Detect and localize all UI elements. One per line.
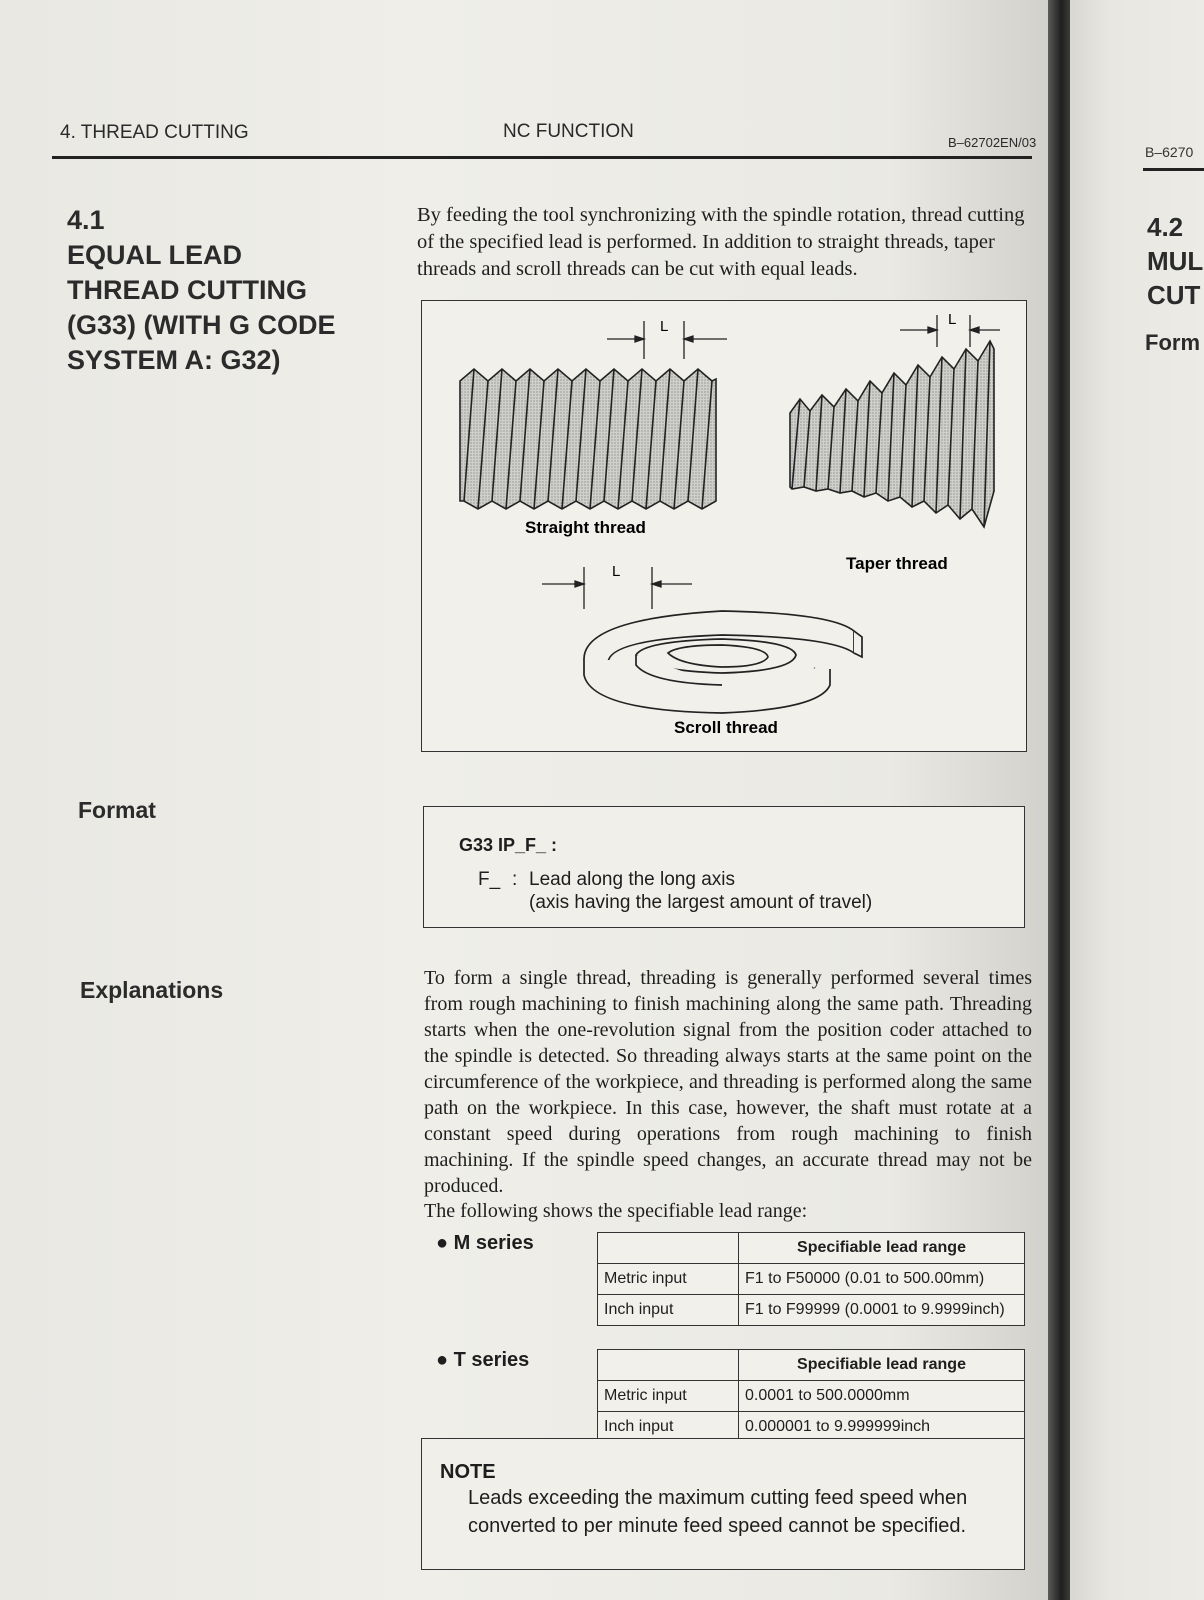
section-title-line-3: (G33) (WITH G CODE: [67, 310, 336, 340]
book-gutter: [1048, 0, 1070, 1600]
format-command: G33 IP_F_ :: [459, 835, 558, 855]
next-header-rule: [1143, 168, 1204, 171]
header-rule: [52, 156, 1032, 159]
section-number: 4.1: [67, 205, 105, 235]
taper-thread-label: Taper thread: [846, 554, 948, 573]
t-metric-range: 0.0001 to 500.0000mm: [739, 1381, 1025, 1412]
scroll-thread-label: Scroll thread: [674, 718, 778, 737]
straight-thread-label: Straight thread: [525, 518, 646, 537]
table-row: [598, 1264, 1025, 1295]
next-section-number: 4.2: [1147, 212, 1184, 242]
t-series-text: T series: [453, 1349, 530, 1371]
format-desc-line-1: Lead along the long axis: [529, 869, 735, 890]
t-series-label: ● T series: [436, 1349, 530, 1371]
t-series-header: Specifiable lead range: [739, 1350, 1025, 1381]
table-row: [598, 1350, 1025, 1381]
lead-range-intro: The following shows the specifiable lead range:: [424, 1200, 808, 1222]
header-doc-id: B–62702EN/03: [948, 135, 1037, 150]
straight-lead-symbol: L: [660, 318, 669, 335]
m-metric-range: F1 to F50000 (0.01 to 500.00mm): [739, 1264, 1025, 1295]
m-series-table: [597, 1232, 1025, 1326]
header-section: NC FUNCTION: [503, 121, 634, 142]
intro-paragraph: By feeding the tool synchronizing with the spindle rotation, thread cutting of the specified lead is performed. In addition to straight threads, taper threads and scroll threads can be cut with equal leads.: [417, 204, 1025, 280]
scroll-lead-symbol: L: [612, 563, 621, 580]
m-series-header: Specifiable lead range: [739, 1233, 1025, 1264]
thread-illustrations: [422, 301, 1026, 751]
thread-types-figure: [421, 300, 1027, 752]
note-box: [421, 1438, 1025, 1570]
next-doc-id: B–6270: [1145, 144, 1194, 160]
next-title-line-1: MUL: [1147, 246, 1204, 276]
straight-thread-drawing: [460, 318, 727, 509]
table-row: [598, 1295, 1025, 1326]
section-title-line-4: SYSTEM A: G32): [67, 345, 281, 375]
m-series-text: M series: [453, 1232, 534, 1254]
table-corner-cell: [598, 1233, 739, 1264]
manual-page-right: [1070, 0, 1204, 1600]
format-label: Format: [78, 797, 156, 823]
format-box: [423, 806, 1025, 928]
note-line-1: Leads exceeding the maximum cutting feed speed when: [468, 1487, 968, 1509]
next-title-line-2: CUT: [1147, 280, 1201, 310]
m-inch-input: Inch input: [598, 1295, 739, 1326]
m-metric-input: Metric input: [598, 1264, 739, 1295]
format-separator: :: [512, 869, 518, 890]
table-row: [598, 1381, 1025, 1412]
next-format-label: Form: [1145, 330, 1200, 355]
t-inch-range: 0.000001 to 9.999999inch: [739, 1412, 1025, 1443]
table-corner-cell: [598, 1350, 739, 1381]
section-title-line-1: EQUAL LEAD: [67, 240, 243, 270]
note-line-2: converted to per minute feed speed cannot be specified.: [468, 1515, 967, 1537]
m-series-label: ● M series: [436, 1232, 534, 1254]
explanations-label: Explanations: [80, 977, 224, 1003]
t-series-table: [597, 1349, 1025, 1443]
explanations-paragraph: To form a single thread, threading is generally performed several times from rough machining to finish machining along the same path. Threading starts when the one-revolution signal from the position coder attached to the spindle is detected. So threading always starts at the same point on the circumference of the workpiece, and threading is performed along the same path on the workpiece. In this case, however, the shaft must rotate at a constant speed during operations from rough machining to finish machining. If the spindle speed changes, an accurate thread may not be produced.: [424, 967, 1032, 1197]
taper-lead-symbol: L: [948, 311, 957, 328]
table-row: [598, 1233, 1025, 1264]
header-chapter: 4. THREAD CUTTING: [60, 122, 249, 143]
note-title: NOTE: [440, 1461, 496, 1483]
scroll-thread-drawing: [542, 563, 862, 713]
next-section-heading: [1147, 210, 1203, 312]
m-inch-range: F1 to F99999 (0.0001 to 9.9999inch): [739, 1295, 1025, 1326]
section-title-line-2: THREAD CUTTING: [67, 275, 307, 305]
taper-thread-drawing: [790, 311, 1000, 527]
t-metric-input: Metric input: [598, 1381, 739, 1412]
t-inch-input: Inch input: [598, 1412, 739, 1443]
format-desc-line-2: (axis having the largest amount of travel): [529, 892, 873, 913]
format-param: F_: [478, 869, 501, 890]
section-heading: [67, 203, 387, 378]
